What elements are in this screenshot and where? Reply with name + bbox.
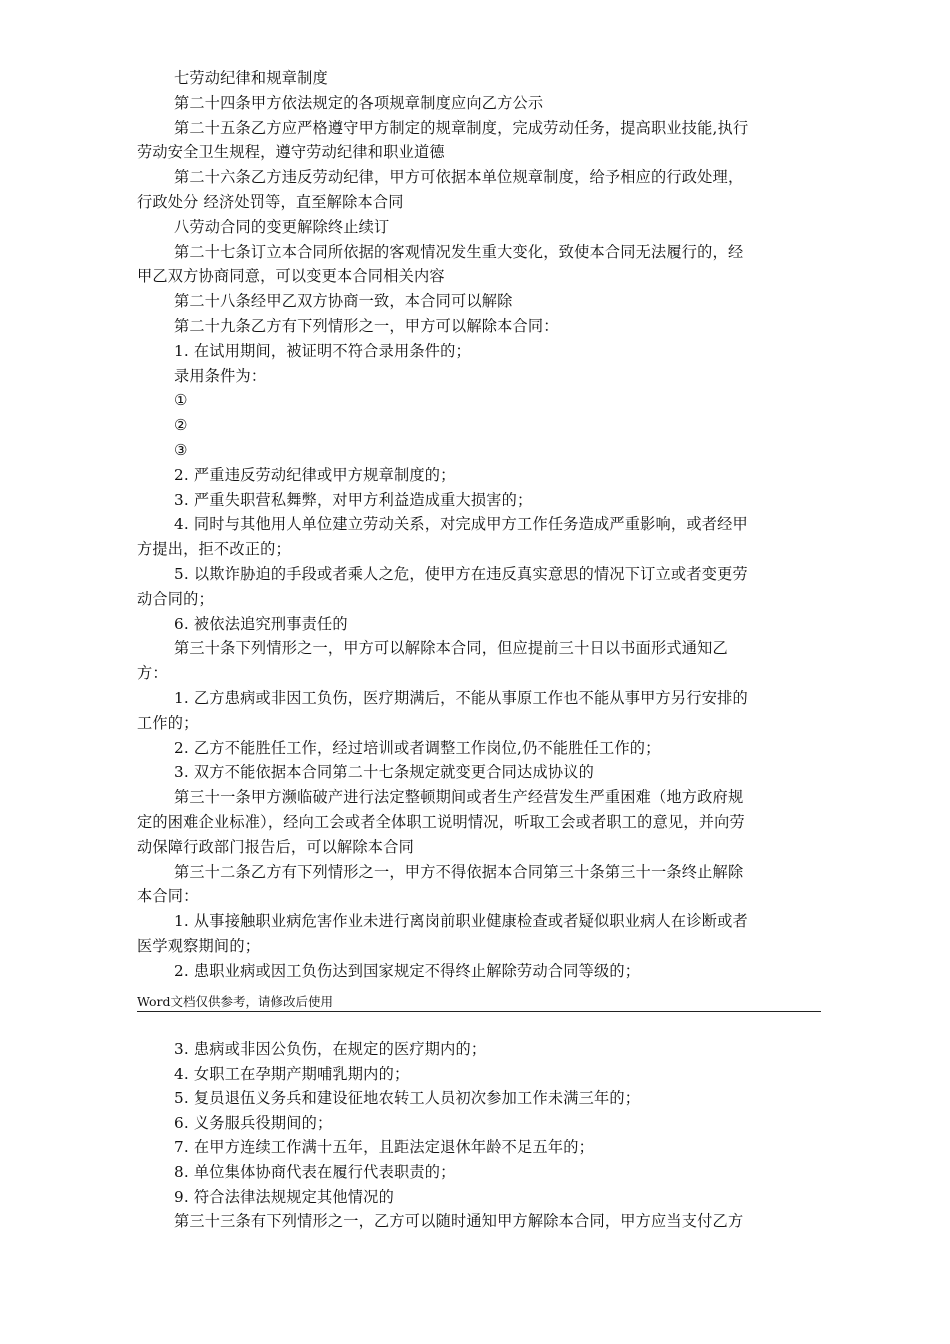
paragraph-line: 8. 单位集体协商代表在履行代表职责的； — [174, 1162, 456, 1181]
paragraph-line: 动保障行政部门报告后，可以解除本合同 — [137, 837, 414, 856]
paragraph-line: 方： — [137, 664, 168, 683]
paragraph-line: 3. 患病或非因公负伤，在规定的医疗期内的； — [174, 1040, 487, 1058]
paragraph-line: 第二十五条乙方应严格遵守甲方制定的规章制度，完成劳动任务，提高职业技能,执行 — [174, 118, 749, 137]
paragraph-line: 七劳动纪律和规章制度 — [174, 69, 328, 87]
paragraph-line: 医学观察期间的； — [137, 936, 261, 955]
paragraph-line: 方提出，拒不改正的； — [137, 540, 291, 559]
paragraph-line: 录用条件为： — [174, 366, 267, 385]
paragraph-line: 定的困难企业标准），经向工会或者全体职工说明情况，听取工会或者职工的意见，并向劳 — [137, 812, 745, 831]
paragraph-line: 第二十六条乙方违反劳动纪律，甲方可依据本单位规章制度，给予相应的行政处理， — [174, 168, 744, 187]
paragraph-line: ② — [174, 416, 188, 435]
paragraph-line: 3. 双方不能依据本合同第二十七条规定就变更合同达成协议的 — [174, 763, 594, 782]
paragraph-line: 1. 在试用期间，被证明不符合录用条件的； — [174, 341, 471, 360]
paragraph-line: 6. 被依法追究刑事责任的 — [174, 614, 348, 633]
paragraph-line: 9. 符合法律法规规定其他情况的 — [174, 1187, 394, 1206]
paragraph-line: 7. 在甲方连续工作满十五年，且距法定退休年龄不足五年的； — [174, 1138, 594, 1157]
paragraph-line: 工作的； — [137, 713, 199, 732]
paragraph-line: 第三十一条甲方濒临破产进行法定整顿期间或者生产经营发生严重困难（地方政府规 — [174, 788, 744, 807]
paragraph-line: 2. 乙方不能胜任工作，经过培训或者调整工作岗位,仍不能胜任工作的； — [174, 738, 661, 757]
paragraph-line: 3. 严重失职营私舞弊，对甲方利益造成重大损害的； — [174, 490, 533, 509]
paragraph-line: 5. 以欺诈胁迫的手段或者乘人之危，使甲方在违反真实意思的情况下订立或者变更劳 — [174, 564, 748, 583]
paragraph-line: 5. 复员退伍义务兵和建设征地农转工人员初次参加工作未满三年的； — [174, 1089, 641, 1108]
paragraph-line: 2. 严重违反劳动纪律或甲方规章制度的； — [174, 465, 456, 484]
paragraph-line: 2. 患职业病或因工负伤达到国家规定不得终止解除劳动合同等级的； — [174, 961, 641, 980]
paragraph-line: 第二十四条甲方依法规定的各项规章制度应向乙方公示 — [174, 93, 544, 112]
paragraph-line: ① — [174, 391, 188, 410]
footer-note: Word文档仅供参考，请修改后使用 — [137, 994, 334, 1009]
paragraph-line: 6. 义务服兵役期间的； — [174, 1113, 333, 1132]
paragraph-line: 动合同的； — [137, 589, 214, 608]
page-2-body — [137, 1037, 821, 1234]
paragraph-line: 甲乙双方协商同意，可以变更本合同相关内容 — [137, 267, 445, 286]
paragraph-line: 本合同： — [137, 887, 199, 906]
paragraph-line: 第二十九条乙方有下列情形之一，甲方可以解除本合同： — [174, 316, 559, 335]
paragraph-line: 八劳动合同的变更解除终止续订 — [174, 217, 390, 236]
paragraph-line: 劳动安全卫生规程，遵守劳动纪律和职业道德 — [137, 143, 445, 162]
paragraph-line: 4. 同时与其他用人单位建立劳动关系，对完成甲方工作任务造成严重影响，或者经甲 — [174, 515, 748, 534]
paragraph-line: 第二十七条订立本合同所依据的客观情况发生重大变化，致使本合同无法履行的，经 — [174, 242, 744, 261]
paragraph-line: 行政处分 经济处罚等，直至解除本合同 — [137, 192, 404, 211]
paragraph-line: 4. 女职工在孕期产期哺乳期内的； — [174, 1064, 410, 1083]
paragraph-line: 第二十八条经甲乙双方协商一致，本合同可以解除 — [174, 292, 513, 311]
page-1-body — [137, 66, 821, 983]
paragraph-line: 第三十条下列情形之一，甲方可以解除本合同，但应提前三十日以书面形式通知乙 — [174, 639, 728, 658]
paragraph-line: 第三十三条有下列情形之一，乙方可以随时通知甲方解除本合同，甲方应当支付乙方 — [174, 1212, 744, 1231]
footer-divider — [137, 1011, 821, 1012]
paragraph-line: 1. 乙方患病或非因工负伤，医疗期满后，不能从事原工作也不能从事甲方另行安排的 — [174, 688, 748, 707]
paragraph-line: 第三十二条乙方有下列情形之一，甲方不得依据本合同第三十条第三十一条终止解除 — [174, 862, 744, 881]
paragraph-line: 1. 从事接触职业病危害作业未进行离岗前职业健康检查或者疑似职业病人在诊断或者 — [174, 912, 748, 931]
paragraph-line: ③ — [174, 440, 188, 459]
